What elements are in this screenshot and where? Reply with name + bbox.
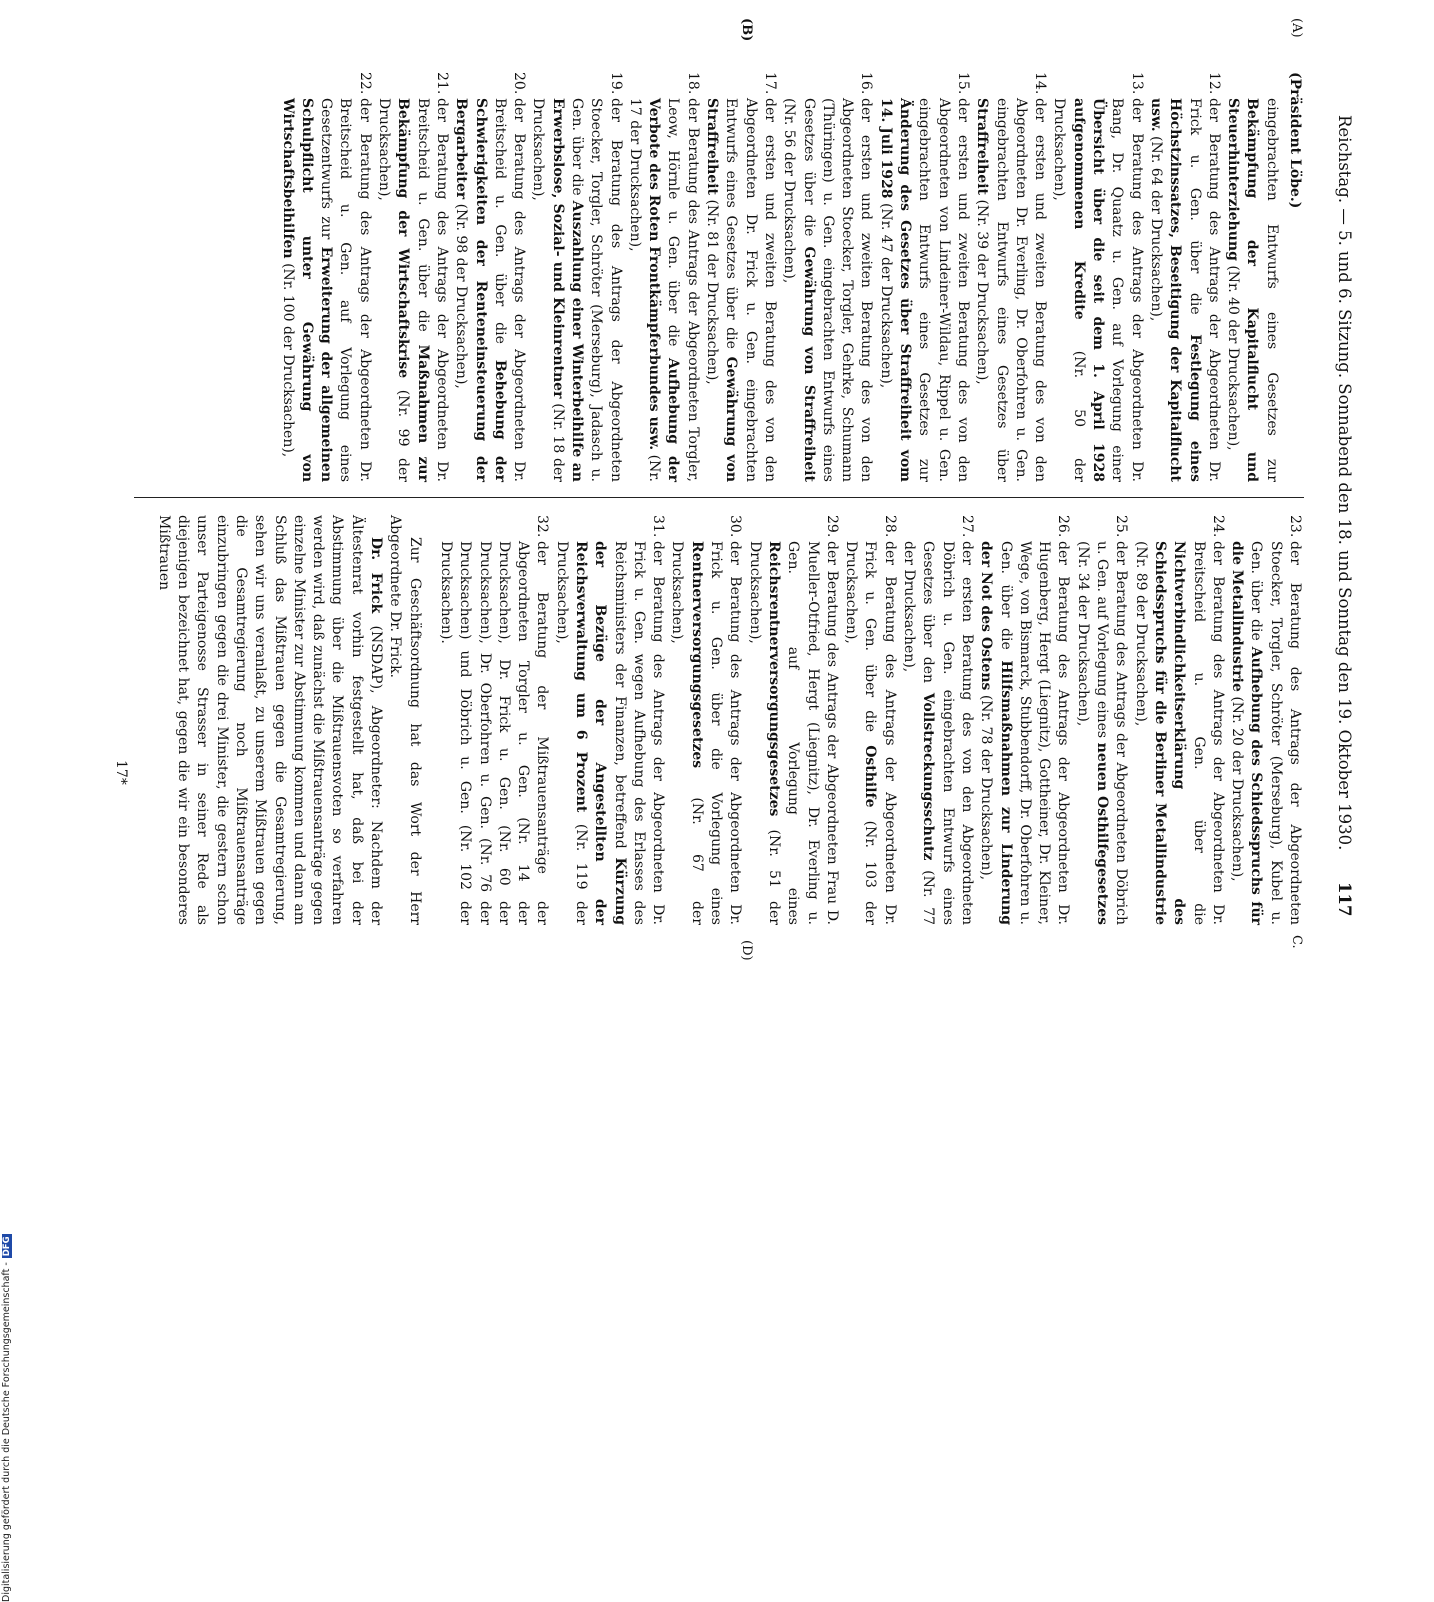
agenda-item-number: 28. (881, 515, 898, 538)
agenda-item (451, 72, 528, 482)
agenda-item-ref: (Nr. 56 der Drucksachen), (781, 98, 798, 284)
agenda-item-text: der Beratung des Antrags der Abgeordneten Dr. Hugenberg, Hergt (Liegnitz), Gottheiner, Dr. Kleiner, Wege, von Bismarck, Stubbendorff, Dr. Oberfohren u. Gen. über die (997, 541, 1072, 925)
agenda-item (976, 515, 1072, 925)
agenda-item-number: 23. (1287, 515, 1303, 538)
agenda-item-number: 14. (1032, 72, 1049, 95)
agenda-item-text: der Beratung des Antrags der Abgeordneten Stoecker, Torgler, Schröter (Merseburg), Jadasch u. Gen. über die (569, 98, 624, 482)
agenda-item-text: der Beratung des Antrags der Abgeordneten Dr. Breitscheid u. Gen. auf Vorlegung eines Gesetzentwurfs zur (318, 98, 373, 482)
agenda-item (744, 515, 840, 925)
agenda-item-ref: (Nr. 77 der Drucksachen), (901, 541, 937, 926)
agenda-item-text: der Beratung des Antrags der Abgeordneten Dr. Bang, Dr. Quaatz u. Gen. auf Vorlegung einer (1109, 98, 1145, 482)
agenda-item-number: 16. (858, 72, 875, 95)
agenda-item-number: 29. (823, 515, 840, 538)
agenda-item-number: 22. (356, 72, 373, 95)
agenda-item-subject: Kürzung der Bezüge der Angestellten der Reichsverwaltung um 6 Prozent (573, 541, 628, 925)
agenda-item (875, 72, 971, 482)
agenda-item-subject: Maßnahmen zur Bekämpfung der Wirtschaftskrise (395, 98, 431, 482)
agenda-item-text: der ersten und zweiten Beratung des von den Abgeordneten von Lindeiner-Wildau, Rippel u. Gen. eingebrachten Entwurfs eines Gesetzes zur (916, 98, 971, 482)
agenda-item-number: 20. (511, 72, 528, 95)
agenda-item-number: 13. (1128, 72, 1145, 95)
agenda-item-subject: Vollstreckungsschutz (920, 692, 937, 861)
page-number: 117 (1335, 882, 1354, 917)
agenda-item-subject: neuen Osthilfegesetzes (1094, 742, 1111, 925)
agenda-item-ref: (Nr. 20 der Drucksachen), (1229, 696, 1246, 882)
agenda-item-subject: Änderung des Gesetzes über Straffreiheit vom 14. Juli 1928 (877, 98, 914, 482)
agenda-item (1227, 515, 1304, 925)
agenda-item-ref: (Nr. 18 der Drucksachen), (530, 98, 566, 482)
agenda-item-ref: (Nr. 99 der Drucksachen), (376, 98, 412, 482)
agenda-item-ref: (Nr. 98 der Drucksachen), (453, 203, 470, 389)
agenda-item-text: der Beratung des Antrags der Abgeordneten Torgler, Leow, Hörnle u. Gen. über die (665, 98, 701, 482)
signature-mark: 17* (113, 760, 129, 785)
agenda-item-ref: (Nr. 40 der Drucksachen), (1225, 265, 1242, 451)
agenda-item-subject: Erweiterung der allgemeinen Schulpflicht unter Gewährung von Wirtschaftsbeihilfen (279, 98, 335, 483)
agenda-item-ref: (Nr. 34 der Drucksachen), (1074, 541, 1091, 727)
agenda-item-subject: Hilfsmaßnahmen zur Linderung der Not des Ostens (978, 541, 1014, 925)
agenda-item (625, 72, 702, 482)
agenda-item-number: 24. (1209, 515, 1226, 538)
agenda-item-ref: (Nr. 119 der Drucksachen), (553, 541, 590, 925)
agenda-item-ref: (Nr. 78 der Drucksachen), (978, 694, 995, 881)
agenda-item-text: der Beratung des Antrags der Abgeordneten Dr. Frick u. Gen. über die (862, 541, 898, 925)
footer-credit-text: Digitalisierung gefördert durch die Deutsche Forschungsgemeinschaft - (1, 1262, 12, 1602)
agenda-item-ref: (Nr. 89 der Drucksachen), (1132, 541, 1149, 727)
agenda-item-text: der Beratung des Antrags der Abgeordneten Dr. Frick u. Gen. über die Vorlegung eines (708, 541, 744, 925)
agenda-item-text: der ersten und zweiten Beratung des von den Abgeordneten Dr. Frick u. Gen. eingebrachten Entwurfs eines Gesetzes über die (723, 98, 778, 482)
agenda-item-number: 30. (727, 515, 744, 538)
agenda-item (1146, 72, 1223, 482)
agenda-item-subject: Gewährung von Straffreiheit (704, 98, 740, 483)
column-divider (134, 497, 1304, 498)
agenda-item (1130, 515, 1226, 925)
agenda-item (702, 72, 779, 482)
agenda-item-number: 18. (684, 72, 701, 95)
agenda-item-subject: Aufhebung der Verbote des Roten Frontkämpferbundes usw. (646, 98, 682, 483)
margin-mark-a: (A) (1289, 18, 1304, 38)
agenda-item-text: der Beratung des Antrags der Abgeordneten Döbrich u. Gen. auf Vorlegung eines (1094, 541, 1130, 925)
agenda-item-text: der Beratung des Antrags der Abgeordneten Dr. Breitscheid u. Gen. über die (414, 98, 450, 482)
agenda-item-number: 31. (650, 515, 667, 538)
agenda-item-text: eingebrachten Entwurfs eines Gesetzes zur (1263, 98, 1280, 482)
speech-text: (NSDAP), Abgeordneter: Nachdem der Ältestenrat vorhin festgestellt hat, daß bei der Abstimmung über die Mißtrauensvoten so verfahren werden wird, daß zunächst die Mißtrauensanträge gegen einzelne Minister zur Abstimmung kommen und dann am Schluß das Mißtrauen gegen die Gesamtregierung, sehen wir uns veranlaßt, zu unserem Mißtrauen gegen die Gesamtregierung noch Mißtrauensanträge einzubringen gegen die drei Minister, die gestern schon unser Parteigenosse Strasser in seiner Rede als diejenigen bezeichnet hat, gegen die wir ein besonderes Mißtrauen (155, 515, 385, 926)
margin-mark-b: (B) (739, 18, 754, 42)
agenda-item-subject: Rentnerversorgungsgesetzes (688, 541, 705, 769)
left-column (277, 72, 1304, 482)
agenda-item-text: der Beratung des Antrags der Abgeordneten Dr. Frick u. Gen. über die (1186, 98, 1222, 482)
agenda-item-ref: (Nr. 103 der Drucksachen), (843, 541, 879, 926)
agenda-item (528, 72, 624, 482)
running-title: Reichstag. — 5. und 6. Sitzung. Sonnabend den 18. und Sonntag den 19. Oktober 1930. (1335, 115, 1354, 851)
agenda-item-number: 26. (1055, 515, 1072, 538)
agenda-item (972, 72, 1049, 482)
agenda-item-subject: Übersicht über die seit dem 1. April 1928 aufgenommenen Kredite (1070, 98, 1107, 482)
speech-paragraph (153, 515, 385, 925)
agenda-item (1072, 515, 1130, 925)
agenda-item (779, 72, 875, 482)
agenda-item-ref: (Nr. 64 der Drucksachen), (1147, 136, 1164, 322)
agenda-item (841, 515, 899, 925)
agenda-item-number: 17. (761, 72, 778, 95)
agenda-item-subject: Festlegung eines Höchstzinssatzes, Beseitigung der Kapitalflucht usw. (1147, 98, 1203, 483)
agenda-item-ref: (Nr. 50 der Drucksachen), (1051, 98, 1087, 483)
agenda-item-text: der ersten Beratung des von den Abgeordneten Döbrich u. Gen. eingebrachten Entwurfs eines Gesetzes über den (920, 541, 975, 925)
agenda-item-text: der Beratung des Antrags der Abgeordneten Dr. Breitscheid u. Gen. über die (1190, 541, 1226, 925)
dfg-logo: DFG (2, 1236, 12, 1257)
agenda-item (667, 515, 744, 925)
agenda-item-ref: (Nr. 67 der Drucksachen), (669, 541, 705, 925)
agenda-item-subject: Bekämpfung der Kapitalflucht und Steuerhinterziehung (1225, 98, 1261, 482)
agenda-item-ref: (Nr. 39 der Drucksachen), (974, 199, 991, 385)
agenda-item (374, 72, 451, 482)
agenda-item-number: 32. (534, 515, 551, 538)
speaker-name: Dr. Frick (368, 537, 385, 614)
agenda-item-subject: Aufhebung des Schiedsspruchs für die Metallindustrie (1229, 541, 1265, 925)
agenda-item-ref: (Nr. 47 der Drucksachen), (877, 202, 894, 389)
agenda-item-number: 27. (958, 515, 975, 538)
agenda-item (436, 515, 552, 925)
agenda-item-ref: (Nr. 51 der Drucksachen), (746, 541, 782, 925)
speaker-label: (Präsident Löbe.) (1287, 72, 1303, 209)
agenda-item-text: der Beratung des Antrags der Abgeordneten Dr. Breitscheid u. Gen. über die (491, 98, 528, 482)
agenda-item-subject: Osthilfe (862, 745, 879, 808)
agenda-item-number: 12. (1205, 72, 1222, 95)
margin-mark-c: C. (1289, 935, 1304, 949)
agenda-item-subject: Reichsrentnerversorgungsgesetzes (765, 541, 782, 817)
agenda-item-text: der Beratung des Antrags der Abgeordneten Stoecker, Torgler, Schröter (Merseburg), Kubel u. Gen. über die (1248, 541, 1303, 925)
margin-mark-d: (D) (739, 940, 754, 961)
agenda-item-subject: Nichtverbindlichkeitserklärung des Schiedsspruchs für die Berliner Metallindustrie (1151, 541, 1188, 925)
agenda-item-text: der ersten und zweiten Beratung des von den Abgeordneten Dr. Everling, Dr. Oberfohren u. Gen. eingebrachten Entwurfs eines Gesetzes über (993, 98, 1049, 482)
agenda-item-number: 15. (954, 72, 971, 95)
agenda-item-text: der Beratung des Antrags der Abgeordneten Frau D. Mueller-Otfried, Hergt (Liegnitz), Dr. Everling u. Gen. auf Vorlegung eines (785, 541, 840, 925)
agenda-item-ref: (Nr. 81 der Drucksachen), (704, 199, 721, 385)
agenda-item (277, 72, 373, 482)
agenda-item-text: der ersten und zweiten Beratung des von den Abgeordneten Stoecker, Torgler, Gehrke, Schumann (Thüringen) u. Gen. eingebrachten Entwurfs eines Gesetzes über die (800, 98, 875, 482)
agenda-item-text: der Beratung der Mißtrauensanträge der Abgeordneten Torgler u. Gen. (Nr. 14 der Drucksachen), Dr. Frick u. Gen. (Nr. 60 der Drucksachen), Dr. Oberfohren u. Gen. (Nr. 76 der Drucksachen) und Döbrich u. Gen. (Nr. 102 der Drucksachen). (437, 541, 551, 925)
agenda-item-number: 25. (1113, 515, 1130, 538)
agenda-item-subject: Gewährung von Straffreiheit (800, 246, 817, 483)
agenda-item-subject: Auszahlung einer Winterbeihilfe an Erwerbslose, Sozial- und Kleinrentner (549, 98, 586, 482)
agenda-item (551, 515, 667, 925)
agenda-item (899, 515, 976, 925)
order-note: Zur Geschäftsordnung hat das Wort der Herr Abgeordnete Dr. Frick. (387, 515, 423, 925)
agenda-item-number: 19. (607, 72, 624, 95)
footer-credit (0, 602, 18, 1602)
right-column (153, 515, 1304, 925)
agenda-item-text: der Beratung des Antrags der Abgeordneten Dr. Frick u. Gen. wegen Aufhebung des Erlasses des Reichsministers der Finanzen, betreffend (611, 541, 667, 925)
agenda-item-ref: (Nr. 17 der Drucksachen), (626, 98, 663, 482)
agenda-item (1049, 72, 1145, 482)
agenda-item-subject: Behebung der Schwierigkeiten der Renteneinsteuerung der Bergarbeiter (453, 98, 508, 482)
agenda-item-subject: Straffreiheit (974, 98, 991, 195)
agenda-item-number: 21. (433, 72, 450, 95)
agenda-item-intro (1223, 72, 1281, 482)
agenda-item-ref: (Nr. 100 der Drucksachen), (279, 263, 296, 458)
